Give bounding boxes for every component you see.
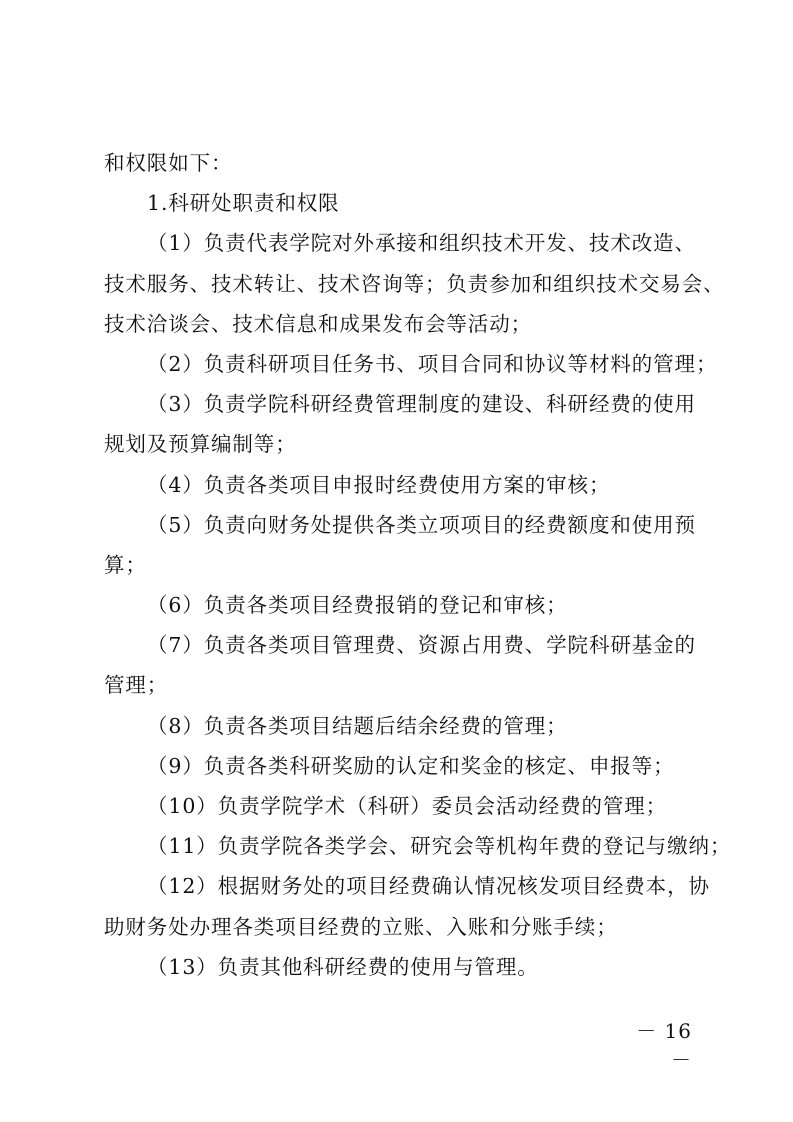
text-line-18: （11）负责学院各类学会、研究会等机构年费的登记与缴纳； — [147, 834, 732, 859]
text-line-15: （8）负责各类项目结题后结余经费的管理； — [147, 713, 568, 738]
text-line-9: （4）负责各类项目申报时经费使用方案的审核； — [147, 472, 611, 497]
text-line-19: （12）根据财务处的项目经费确认情况核发项目经费本，协 — [147, 874, 710, 899]
text-line-7: （3）负责学院科研经费管理制度的建设、科研经费的使用 — [147, 392, 696, 417]
page-number: － 16 － — [636, 1019, 692, 1072]
text-line-3: （1）负责代表学院对外承接和组织技术开发、技术改造、 — [147, 231, 696, 256]
text-line-6: （2）负责科研项目任务书、项目合同和协议等材料的管理； — [147, 351, 718, 376]
text-line-11: 算； — [104, 552, 147, 577]
text-line-1: 和权限如下： — [104, 151, 233, 175]
document-body — [104, 143, 732, 987]
text-line-8: 规划及预算编制等； — [104, 432, 297, 457]
text-line-13: （7）负责各类项目管理费、资源占用费、学院科研基金的 — [147, 633, 696, 658]
text-line-20: 助财务处办理各类项目经费的立账、入账和分账手续； — [104, 914, 618, 939]
text-line-12: （6）负责各类项目经费报销的登记和审核； — [147, 593, 568, 618]
section-heading: 1.科研处职责和权限 — [147, 191, 340, 216]
text-line-10: （5）负责向财务处提供各类立项项目的经费额度和使用预 — [147, 512, 696, 537]
text-line-4: 技术服务、技术转让、技术咨询等；负责参加和组织技术交易会、 — [104, 271, 725, 296]
text-line-21: （13）负责其他科研经费的使用与管理。 — [147, 954, 539, 979]
text-line-16: （9）负责各类科研奖励的认定和奖金的核定、申报等； — [147, 753, 675, 778]
text-line-17: （10）负责学院学术（科研）委员会活动经费的管理； — [147, 794, 668, 818]
text-line-5: 技术洽谈会、技术信息和成果发布会等活动； — [104, 311, 532, 336]
text-line-14: 管理； — [104, 673, 169, 698]
